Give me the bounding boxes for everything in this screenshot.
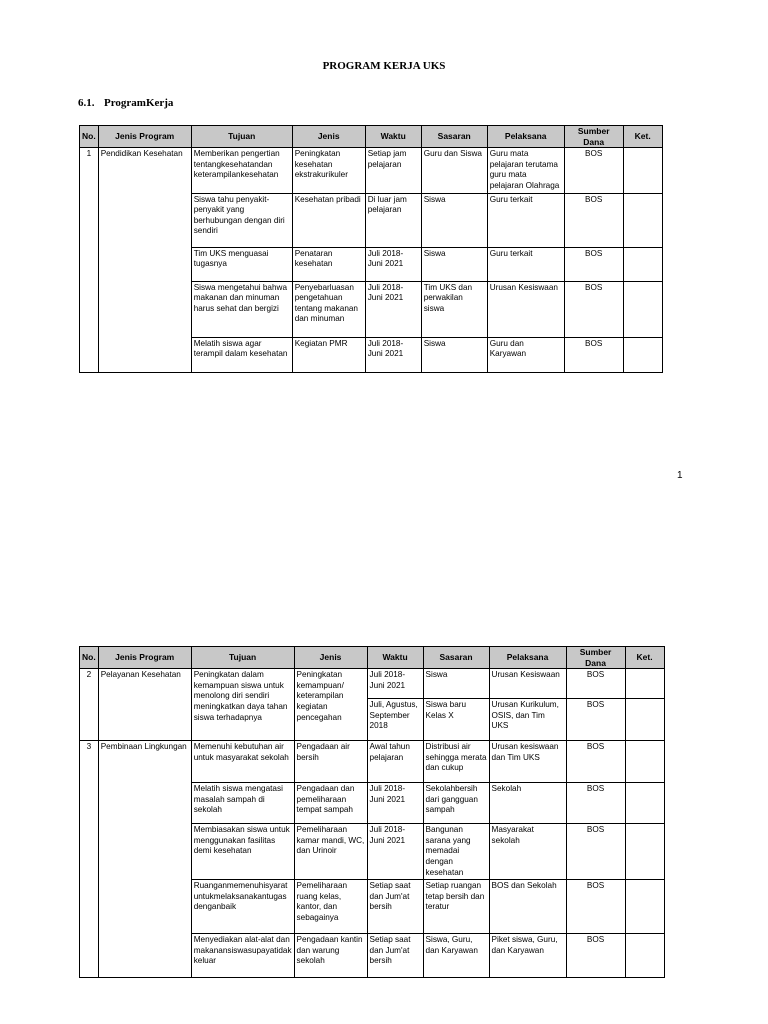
section-heading xyxy=(78,97,173,109)
header-cell: Tujuan xyxy=(191,126,292,148)
dana-cell: BOS xyxy=(566,880,625,934)
tujuan-cell: Menyediakan alat-alat dan makanansiswasupayatidak keluar xyxy=(191,934,294,978)
section-number: 6.1. xyxy=(78,97,95,109)
tujuan-cell: Siswa tahu penyakit-penyakit yang berhubungan dengan diri sendiri xyxy=(191,193,292,247)
dana-cell: BOS xyxy=(564,247,623,281)
program-table-2 xyxy=(79,646,665,978)
header-cell: No. xyxy=(80,647,99,669)
header-cell: Jenis xyxy=(294,647,367,669)
waktu-cell: Di luar jam pelajaran xyxy=(365,193,421,247)
header-cell: Tujuan xyxy=(191,647,294,669)
pelaksana-cell: BOS dan Sekolah xyxy=(489,880,566,934)
pelaksana-cell: Urusan kesiswaan dan Tim UKS xyxy=(489,741,566,783)
sasaran-cell: Siswa xyxy=(421,193,487,247)
pelaksana-cell: Guru terkait xyxy=(487,247,564,281)
dana-cell: BOS xyxy=(564,193,623,247)
jenis-cell: Kegiatan PMR xyxy=(292,337,365,372)
table-row xyxy=(80,148,663,193)
ket-cell xyxy=(623,337,662,372)
ket-cell xyxy=(625,824,664,880)
program-name: Pembinaan Lingkungan xyxy=(98,741,191,978)
header-cell: No. xyxy=(80,126,99,148)
ket-cell xyxy=(625,741,664,783)
sasaran-cell: Siswa, Guru, dan Karyawan xyxy=(423,934,489,978)
ket-cell xyxy=(623,148,662,193)
dana-cell: BOS xyxy=(564,281,623,337)
dana-cell: BOS xyxy=(566,699,625,741)
page-title: PROGRAM KERJA UKS xyxy=(322,60,446,72)
header-cell: Jenis xyxy=(292,126,365,148)
jenis-cell: Penyebarluasan pengetahuan tentang makanan dan minuman xyxy=(292,281,365,337)
table-row xyxy=(80,741,665,783)
waktu-cell: Setiap saat dan Jum'at bersih xyxy=(367,880,423,934)
jenis-cell: Peningkatan kemampuan/ keterampilan kegiatan pencegahan xyxy=(294,669,367,741)
pelaksana-cell: Guru mata pelajaran terutama guru mata pelajaran Olahraga xyxy=(487,148,564,193)
section-label: ProgramKerja xyxy=(104,97,174,109)
tujuan-cell: Membiasakan siswa untuk menggunakan fasilitas demi kesehatan xyxy=(191,824,294,880)
waktu-cell: Juli 2018- Juni 2021 xyxy=(367,783,423,824)
table-row xyxy=(80,669,665,699)
sasaran-cell: Siswa xyxy=(421,337,487,372)
dana-cell: BOS xyxy=(564,337,623,372)
dana-cell: BOS xyxy=(566,669,625,699)
header-cell: Ket. xyxy=(623,126,662,148)
sasaran-cell: Tim UKS dan perwakilan siswa xyxy=(421,281,487,337)
waktu-cell: Setiap jam pelajaran xyxy=(365,148,421,193)
jenis-cell: Pemeliharaan ruang kelas, kantor, dan sebagainya xyxy=(294,880,367,934)
table-header-row xyxy=(80,126,663,148)
pelaksana-cell: Sekolah xyxy=(489,783,566,824)
tujuan-cell: Memenuhi kebutuhan air untuk masyarakat sekolah xyxy=(191,741,294,783)
waktu-cell: Juli 2018- Juni 2021 xyxy=(365,247,421,281)
tujuan-cell: Melatih siswa mengatasi masalah sampah di sekolah xyxy=(191,783,294,824)
pelaksana-cell: Masyarakat sekolah xyxy=(489,824,566,880)
header-cell: Ket. xyxy=(625,647,664,669)
header-cell: Jenis Program xyxy=(98,647,191,669)
waktu-cell: Awal tahun pelajaran xyxy=(367,741,423,783)
header-cell: Sasaran xyxy=(423,647,489,669)
waktu-cell: Juli 2018- Juni 2021 xyxy=(365,281,421,337)
sasaran-cell: Siswa baru Kelas X xyxy=(423,699,489,741)
pelaksana-cell: Urusan Kesiswaan xyxy=(489,669,566,699)
jenis-cell: Pemeliharaan kamar mandi, WC, dan Urinoir xyxy=(294,824,367,880)
header-cell: Sasaran xyxy=(421,126,487,148)
jenis-cell: Pengadaan kantin dan warung sekolah xyxy=(294,934,367,978)
header-cell: Sumber Dana xyxy=(564,126,623,148)
table-header-row xyxy=(80,647,665,669)
waktu-cell: Juli 2018- Juni 2021 xyxy=(367,669,423,699)
ket-cell xyxy=(625,669,664,699)
header-cell: Pelaksana xyxy=(489,647,566,669)
pelaksana-cell: Guru dan Karyawan xyxy=(487,337,564,372)
jenis-cell: Pengadaan air bersih xyxy=(294,741,367,783)
dana-cell: BOS xyxy=(566,934,625,978)
sasaran-cell: Siswa xyxy=(421,247,487,281)
pelaksana-cell: Urusan Kesiswaan xyxy=(487,281,564,337)
ket-cell xyxy=(623,193,662,247)
waktu-cell: Juli 2018- Juni 2021 xyxy=(367,824,423,880)
dana-cell: BOS xyxy=(566,783,625,824)
header-cell: Waktu xyxy=(367,647,423,669)
header-cell: Jenis Program xyxy=(98,126,191,148)
ket-cell xyxy=(625,783,664,824)
tujuan-cell: Memberikan pengertian tentangkesehatandan keterampilankesehatan xyxy=(191,148,292,193)
ket-cell xyxy=(623,281,662,337)
ket-cell xyxy=(625,699,664,741)
waktu-cell: Setiap saat dan Jum'at bersih xyxy=(367,934,423,978)
program-name: Pendidikan Kesehatan xyxy=(98,148,191,372)
tujuan-cell: Peningkatan dalam kemampuan siswa untuk menolong diri sendiri meningkatkan daya tahan siswa terhadapnya xyxy=(191,669,294,741)
dana-cell: BOS xyxy=(566,741,625,783)
sasaran-cell: Guru dan Siswa xyxy=(421,148,487,193)
row-number: 3 xyxy=(80,741,99,978)
sasaran-cell: Sekolahbersih dari gangguan sampah xyxy=(423,783,489,824)
dana-cell: BOS xyxy=(564,148,623,193)
pelaksana-cell: Piket siswa, Guru, dan Karyawan xyxy=(489,934,566,978)
row-number: 2 xyxy=(80,669,99,741)
ket-cell xyxy=(625,880,664,934)
ket-cell xyxy=(623,247,662,281)
tujuan-cell: Tim UKS menguasai tugasnya xyxy=(191,247,292,281)
tujuan-cell: Siswa mengetahui bahwa makanan dan minuman harus sehat dan bergizi xyxy=(191,281,292,337)
row-number: 1 xyxy=(80,148,99,372)
jenis-cell: Penataran kesehatan xyxy=(292,247,365,281)
sasaran-cell: Distribusi air sehingga merata dan cukup xyxy=(423,741,489,783)
jenis-cell: Peningkatan kesehatan ekstrakurikuler xyxy=(292,148,365,193)
tujuan-cell: Melatih siswa agar terampil dalam kesehatan xyxy=(191,337,292,372)
sasaran-cell: Siswa xyxy=(423,669,489,699)
header-cell: Pelaksana xyxy=(487,126,564,148)
pelaksana-cell: Guru terkait xyxy=(487,193,564,247)
waktu-cell: Juli, Agustus, September 2018 xyxy=(367,699,423,741)
sasaran-cell: Bangunan sarana yang memadai dengan kesehatan xyxy=(423,824,489,880)
jenis-cell: Pengadaan dan pemeliharaan tempat sampah xyxy=(294,783,367,824)
jenis-cell: Kesehatan pribadi xyxy=(292,193,365,247)
program-name: Pelayanan Kesehatan xyxy=(98,669,191,741)
header-cell: Sumber Dana xyxy=(566,647,625,669)
pelaksana-cell: Urusan Kurikulum, OSIS, dan Tim UKS xyxy=(489,699,566,741)
ket-cell xyxy=(625,934,664,978)
page-number: 1 xyxy=(677,470,683,481)
waktu-cell: Juli 2018- Juni 2021 xyxy=(365,337,421,372)
tujuan-cell: Ruanganmemenuhisyarat untukmelaksanakantugas denganbaik xyxy=(191,880,294,934)
header-cell: Waktu xyxy=(365,126,421,148)
sasaran-cell: Setiap ruangan tetap bersih dan teratur xyxy=(423,880,489,934)
program-table-1 xyxy=(79,125,663,373)
dana-cell: BOS xyxy=(566,824,625,880)
